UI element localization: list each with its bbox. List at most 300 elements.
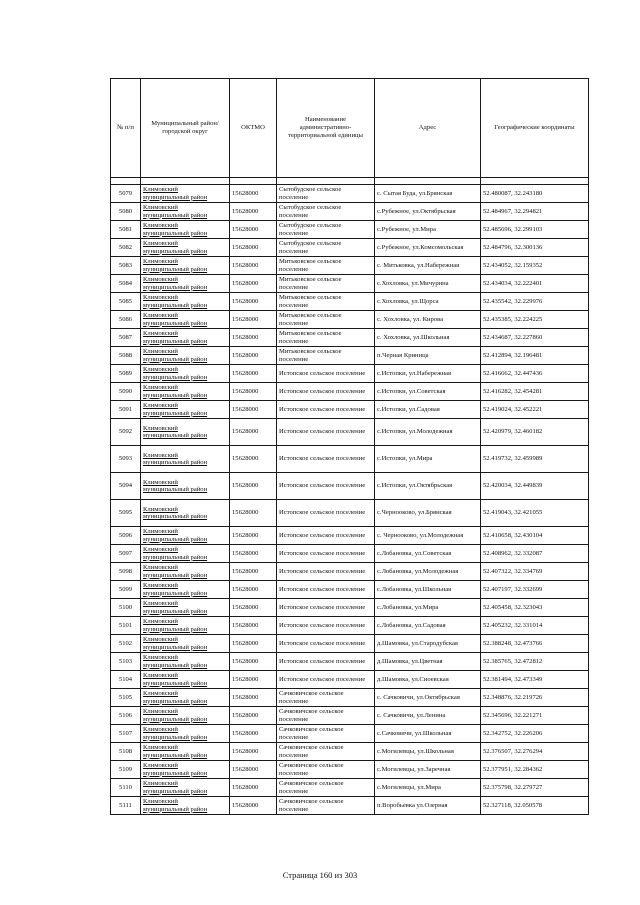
unit-name: Истопское сельское поселение [279, 639, 366, 647]
coordinates-cell [481, 563, 589, 581]
coordinates-cell [481, 365, 589, 383]
table-row [111, 383, 589, 401]
district-cell [141, 779, 230, 797]
oktmo-cell [230, 221, 277, 239]
row-number-cell [111, 329, 141, 347]
coordinates-text: 52.435385, 32.224225 [483, 315, 543, 323]
unit-name: Сачковичское сельское поселение [279, 780, 344, 795]
spacer-cell [481, 178, 589, 185]
district-type: муниципальный район [143, 373, 208, 381]
unit-name: Сачковичское сельское поселение [279, 762, 344, 777]
district-name: Климовский [143, 222, 178, 230]
oktmo-code: 15628000 [232, 585, 259, 593]
district-name: Климовский [143, 384, 178, 392]
coordinates-cell [481, 617, 589, 635]
oktmo-code: 15628000 [232, 567, 259, 575]
address-text: с.Лобановка, ул.Школьная [377, 585, 452, 593]
coordinates-text: 52.419024, 32.452221 [483, 405, 543, 413]
address-cell [375, 743, 481, 761]
oktmo-cell [230, 689, 277, 707]
oktmo-cell [230, 203, 277, 221]
unit-cell [277, 311, 375, 329]
unit-name: Истопское сельское поселение [279, 509, 366, 517]
district-cell [141, 743, 230, 761]
oktmo-code: 15628000 [232, 693, 259, 701]
oktmo-code: 15628000 [232, 675, 259, 683]
address-text: с.Истопки, ул.Мира [377, 455, 433, 463]
row-number: 5088 [118, 351, 133, 359]
col-header-oktmo: ОКТМО [230, 79, 277, 178]
table-spacer-row [111, 178, 589, 185]
oktmo-code: 15628000 [232, 531, 259, 539]
unit-name: Истопское сельское поселение [279, 455, 366, 463]
district-name: Климовский [143, 294, 178, 302]
address-text: с. Чернооково, ул.Молодежная [377, 531, 464, 539]
unit-cell [277, 563, 375, 581]
row-number-cell [111, 383, 141, 401]
coordinates-text: 52.480087, 32.243180 [483, 189, 543, 197]
unit-name: Митьковское сельское поселение [279, 348, 342, 363]
row-number: 5104 [118, 675, 133, 683]
district-type: муниципальный район [143, 661, 208, 669]
address-text: д.Шамовка, ул.Стародубская [377, 639, 458, 647]
unit-cell [277, 257, 375, 275]
address-cell [375, 689, 481, 707]
oktmo-code: 15628000 [232, 333, 259, 341]
district-cell [141, 707, 230, 725]
row-number: 5110 [119, 783, 132, 791]
coordinates-cell [481, 473, 589, 500]
district-type: муниципальный район [143, 459, 208, 466]
district-type: муниципальный район [143, 733, 208, 741]
coordinates-text: 52.435542, 32.229976 [483, 297, 543, 305]
address-cell [375, 545, 481, 563]
address-cell [375, 707, 481, 725]
address-text: д.Шамовка, ул.Сиоевская [377, 675, 449, 683]
address-cell [375, 581, 481, 599]
coordinates-cell [481, 653, 589, 671]
district-cell [141, 239, 230, 257]
row-number-cell [111, 653, 141, 671]
row-number: 5084 [118, 279, 133, 287]
district-cell [141, 185, 230, 203]
table-row [111, 617, 589, 635]
address-cell [375, 500, 481, 527]
unit-cell [277, 779, 375, 797]
coordinates-text: 52.434034, 32.222401 [483, 279, 543, 287]
district-name: Климовский [143, 186, 178, 194]
coordinates-text: 52.381494, 32.473349 [483, 675, 543, 683]
district-type: муниципальный район [143, 607, 208, 615]
row-number: 5095 [118, 509, 133, 517]
unit-name: Сачковичское сельское поселение [279, 690, 344, 705]
district-name: Климовский [143, 636, 178, 644]
address-text: с.Истопки, ул.Молодежная [377, 428, 453, 436]
table-row [111, 185, 589, 203]
district-name: Климовский [143, 258, 178, 266]
oktmo-cell [230, 653, 277, 671]
oktmo-cell [230, 779, 277, 797]
row-number-cell [111, 761, 141, 779]
unit-cell [277, 527, 375, 545]
oktmo-code: 15628000 [232, 279, 259, 287]
address-cell [375, 635, 481, 653]
coordinates-cell [481, 797, 589, 815]
oktmo-code: 15628000 [232, 639, 259, 647]
district-type: муниципальный район [143, 319, 208, 327]
oktmo-cell [230, 446, 277, 473]
address-text: с. Хохловка, ул.Школьная [377, 333, 450, 341]
table-row [111, 779, 589, 797]
table-row [111, 419, 589, 446]
district-name: Климовский [143, 312, 178, 320]
oktmo-cell [230, 239, 277, 257]
district-name: Климовский [143, 708, 178, 716]
row-number-cell [111, 257, 141, 275]
coordinates-cell [481, 275, 589, 293]
row-number-cell [111, 293, 141, 311]
district-cell [141, 473, 230, 500]
district-cell [141, 500, 230, 527]
coordinates-cell [481, 725, 589, 743]
row-number: 5105 [118, 693, 133, 701]
row-number-cell [111, 545, 141, 563]
unit-cell [277, 419, 375, 446]
row-number: 5092 [118, 428, 133, 436]
district-name: Климовский [143, 744, 178, 752]
spacer-cell [230, 178, 277, 185]
address-text: с.Сачковичи, ул.Школьная [377, 729, 452, 737]
oktmo-cell [230, 599, 277, 617]
address-cell [375, 203, 481, 221]
row-number: 5087 [118, 333, 133, 341]
coordinates-cell [481, 599, 589, 617]
district-type: муниципальный район [143, 679, 208, 687]
row-number: 5093 [118, 455, 133, 463]
district-type: муниципальный район [143, 571, 208, 579]
district-cell [141, 527, 230, 545]
address-cell [375, 671, 481, 689]
coordinates-text: 52.376507, 32.276294 [483, 747, 543, 755]
address-text: с. Сачковичи, ул.Ленина [377, 711, 446, 719]
row-number: 5108 [118, 747, 133, 755]
table-row [111, 599, 589, 617]
district-cell [141, 635, 230, 653]
coordinates-cell [481, 311, 589, 329]
table-row [111, 581, 589, 599]
address-cell [375, 725, 481, 743]
row-number-cell [111, 743, 141, 761]
district-name: Климовский [143, 348, 178, 356]
district-cell [141, 617, 230, 635]
row-number-cell [111, 527, 141, 545]
district-cell [141, 329, 230, 347]
table-header-row [111, 79, 589, 178]
address-text: с.Рубежное, ул.Мира [377, 225, 436, 233]
coordinates-cell [481, 257, 589, 275]
coordinates-text: 52.345696, 32.221271 [483, 711, 543, 719]
coordinates-text: 52.434052, 32.159352 [483, 261, 543, 269]
table-row [111, 500, 589, 527]
oktmo-cell [230, 275, 277, 293]
oktmo-code: 15628000 [232, 315, 259, 323]
address-text: с.Лобановка, ул.Советская [377, 549, 452, 557]
address-cell [375, 761, 481, 779]
coordinates-cell [481, 689, 589, 707]
district-name: Климовский [143, 618, 178, 626]
row-number: 5111 [119, 801, 132, 809]
address-cell [375, 527, 481, 545]
oktmo-cell [230, 545, 277, 563]
oktmo-code: 15628000 [232, 509, 259, 517]
oktmo-code: 15628000 [232, 765, 259, 773]
address-text: с. Сачковичи, ул.Октябрьская [377, 693, 460, 701]
district-type: муниципальный район [143, 625, 208, 633]
oktmo-code: 15628000 [232, 621, 259, 629]
district-type: муниципальный район [143, 805, 208, 813]
coordinates-text: 52.342752, 32.226206 [483, 729, 543, 737]
coordinates-cell [481, 761, 589, 779]
address-cell [375, 311, 481, 329]
unit-name: Истопское сельское поселение [279, 531, 366, 539]
district-cell [141, 599, 230, 617]
table-row [111, 527, 589, 545]
unit-cell [277, 743, 375, 761]
district-cell [141, 581, 230, 599]
district-cell [141, 545, 230, 563]
spacer-cell [277, 178, 375, 185]
coordinates-cell [481, 419, 589, 446]
unit-cell [277, 689, 375, 707]
table-row [111, 221, 589, 239]
district-cell [141, 257, 230, 275]
district-cell [141, 671, 230, 689]
address-text: с. Митьковка, ул.Набережная [377, 261, 460, 269]
district-name: Климовский [143, 564, 178, 572]
row-number-cell [111, 617, 141, 635]
table-row [111, 401, 589, 419]
district-type: муниципальный район [143, 535, 208, 543]
oktmo-cell [230, 293, 277, 311]
oktmo-cell [230, 500, 277, 527]
table-row [111, 347, 589, 365]
district-type: муниципальный район [143, 337, 208, 345]
district-name: Климовский [143, 690, 178, 698]
coordinates-text: 52.484796, 32.300136 [483, 243, 543, 251]
oktmo-cell [230, 311, 277, 329]
district-type: муниципальный район [143, 193, 208, 201]
coordinates-text: 52.410658, 32.430104 [483, 531, 543, 539]
oktmo-code: 15628000 [232, 261, 259, 269]
coordinates-text: 52.420034, 32.449839 [483, 482, 543, 490]
district-type: муниципальный район [143, 432, 208, 439]
data-table [110, 78, 589, 815]
table-row [111, 203, 589, 221]
district-cell [141, 761, 230, 779]
table-row [111, 725, 589, 743]
coordinates-cell [481, 239, 589, 257]
address-text: с.Могилевцы, ул.Школьная [377, 747, 454, 755]
row-number-cell [111, 635, 141, 653]
coordinates-cell [481, 329, 589, 347]
district-type: муниципальный район [143, 409, 208, 417]
oktmo-code: 15628000 [232, 747, 259, 755]
unit-cell [277, 239, 375, 257]
oktmo-code: 15628000 [232, 225, 259, 233]
oktmo-cell [230, 473, 277, 500]
address-cell [375, 473, 481, 500]
row-number-cell [111, 401, 141, 419]
coordinates-text: 52.434687, 32.227860 [483, 333, 543, 341]
oktmo-code: 15628000 [232, 603, 259, 611]
unit-name: Истопское сельское поселение [279, 549, 366, 557]
row-number: 5089 [118, 369, 133, 377]
address-cell [375, 239, 481, 257]
address-text: с.Могилевцы, ул.Мира [377, 783, 441, 791]
oktmo-cell [230, 257, 277, 275]
district-name: Климовский [143, 546, 178, 554]
row-number-cell [111, 671, 141, 689]
coordinates-text: 52.419732, 32.459989 [483, 455, 543, 463]
row-number: 5080 [118, 207, 133, 215]
table-body [111, 178, 589, 815]
district-type: муниципальный район [143, 486, 208, 493]
district-type: муниципальный район [143, 643, 208, 651]
unit-name: Сачковичское сельское поселение [279, 798, 344, 813]
table-row [111, 743, 589, 761]
table-row [111, 275, 589, 293]
table-row [111, 671, 589, 689]
unit-name: Истопское сельское поселение [279, 482, 366, 490]
col-header-number: № п/п [111, 79, 141, 178]
row-number-cell [111, 185, 141, 203]
coordinates-cell [481, 347, 589, 365]
oktmo-cell [230, 347, 277, 365]
unit-name: Истопское сельское поселение [279, 585, 366, 593]
row-number: 5107 [118, 729, 133, 737]
district-name: Климовский [143, 240, 178, 248]
oktmo-cell [230, 725, 277, 743]
unit-cell [277, 635, 375, 653]
oktmo-cell [230, 761, 277, 779]
unit-cell [277, 203, 375, 221]
district-name: Климовский [143, 402, 178, 410]
district-name: Климовский [143, 330, 178, 338]
row-number: 5090 [118, 387, 133, 395]
address-text: с.Чернооково, ул.Брянская [377, 509, 452, 517]
coordinates-text: 52.416662, 32.447436 [483, 369, 543, 377]
unit-name: Истопское сельское поселение [279, 567, 366, 575]
coordinates-cell [481, 293, 589, 311]
address-cell [375, 221, 481, 239]
address-text: с.Истопки, ул.Советская [377, 387, 446, 395]
address-cell [375, 797, 481, 815]
table-row [111, 635, 589, 653]
table-row [111, 473, 589, 500]
table-row [111, 446, 589, 473]
unit-name: Митьковское сельское поселение [279, 258, 342, 273]
row-number: 5085 [118, 297, 133, 305]
unit-cell [277, 383, 375, 401]
row-number-cell [111, 365, 141, 383]
row-number: 5086 [118, 315, 133, 323]
district-type: муниципальный район [143, 391, 208, 399]
oktmo-code: 15628000 [232, 189, 259, 197]
col-header-unit: Наименование административно-территориальной единицы [277, 79, 375, 178]
district-cell [141, 563, 230, 581]
oktmo-code: 15628000 [232, 711, 259, 719]
district-type: муниципальный район [143, 247, 208, 255]
coordinates-cell [481, 203, 589, 221]
oktmo-cell [230, 185, 277, 203]
row-number: 5094 [118, 482, 133, 490]
row-number-cell [111, 500, 141, 527]
coordinates-cell [481, 635, 589, 653]
district-name: Климовский [143, 654, 178, 662]
district-name: Климовский [143, 672, 178, 680]
address-text: с.Хохловка, ул.Щорса [377, 297, 439, 305]
address-cell [375, 329, 481, 347]
coordinates-cell [481, 221, 589, 239]
district-cell [141, 221, 230, 239]
row-number: 5101 [118, 621, 133, 629]
unit-name: Сытобудское сельское поселение [279, 204, 342, 219]
address-cell [375, 653, 481, 671]
address-cell [375, 419, 481, 446]
coordinates-text: 52.416282, 32.454281 [483, 387, 543, 395]
district-cell [141, 725, 230, 743]
address-text: с.Рубежное, ул.Комсомольская [377, 243, 464, 251]
coordinates-text: 52.420979, 32.460182 [483, 428, 543, 436]
address-text: с.Могилевцы, ул.Заречная [377, 765, 451, 773]
oktmo-cell [230, 743, 277, 761]
oktmo-cell [230, 527, 277, 545]
address-text: п.Воробьевка ул.Озерная [377, 801, 448, 809]
unit-cell [277, 221, 375, 239]
row-number-cell [111, 797, 141, 815]
coordinates-text: 52.385765, 32.472812 [483, 657, 543, 665]
coordinates-cell [481, 581, 589, 599]
unit-cell [277, 761, 375, 779]
oktmo-code: 15628000 [232, 369, 259, 377]
oktmo-cell [230, 383, 277, 401]
oktmo-code: 15628000 [232, 657, 259, 665]
district-type: муниципальный район [143, 283, 208, 291]
address-cell [375, 779, 481, 797]
district-type: муниципальный район [143, 787, 208, 795]
address-cell [375, 293, 481, 311]
row-number-cell [111, 221, 141, 239]
district-cell [141, 401, 230, 419]
oktmo-code: 15628000 [232, 243, 259, 251]
coordinates-cell [481, 383, 589, 401]
district-name: Климовский [143, 478, 178, 486]
oktmo-code: 15628000 [232, 207, 259, 215]
unit-cell [277, 446, 375, 473]
unit-name: Сытобудское сельское поселение [279, 240, 342, 255]
row-number: 5109 [118, 765, 133, 773]
coordinates-text: 52.375798, 32.279727 [483, 783, 543, 791]
row-number-cell [111, 446, 141, 473]
unit-name: Митьковское сельское поселение [279, 312, 342, 327]
address-cell [375, 257, 481, 275]
unit-cell [277, 797, 375, 815]
district-type: муниципальный район [143, 769, 208, 777]
row-number-cell [111, 347, 141, 365]
district-name: Климовский [143, 762, 178, 770]
oktmo-cell [230, 563, 277, 581]
district-type: муниципальный район [143, 355, 208, 363]
